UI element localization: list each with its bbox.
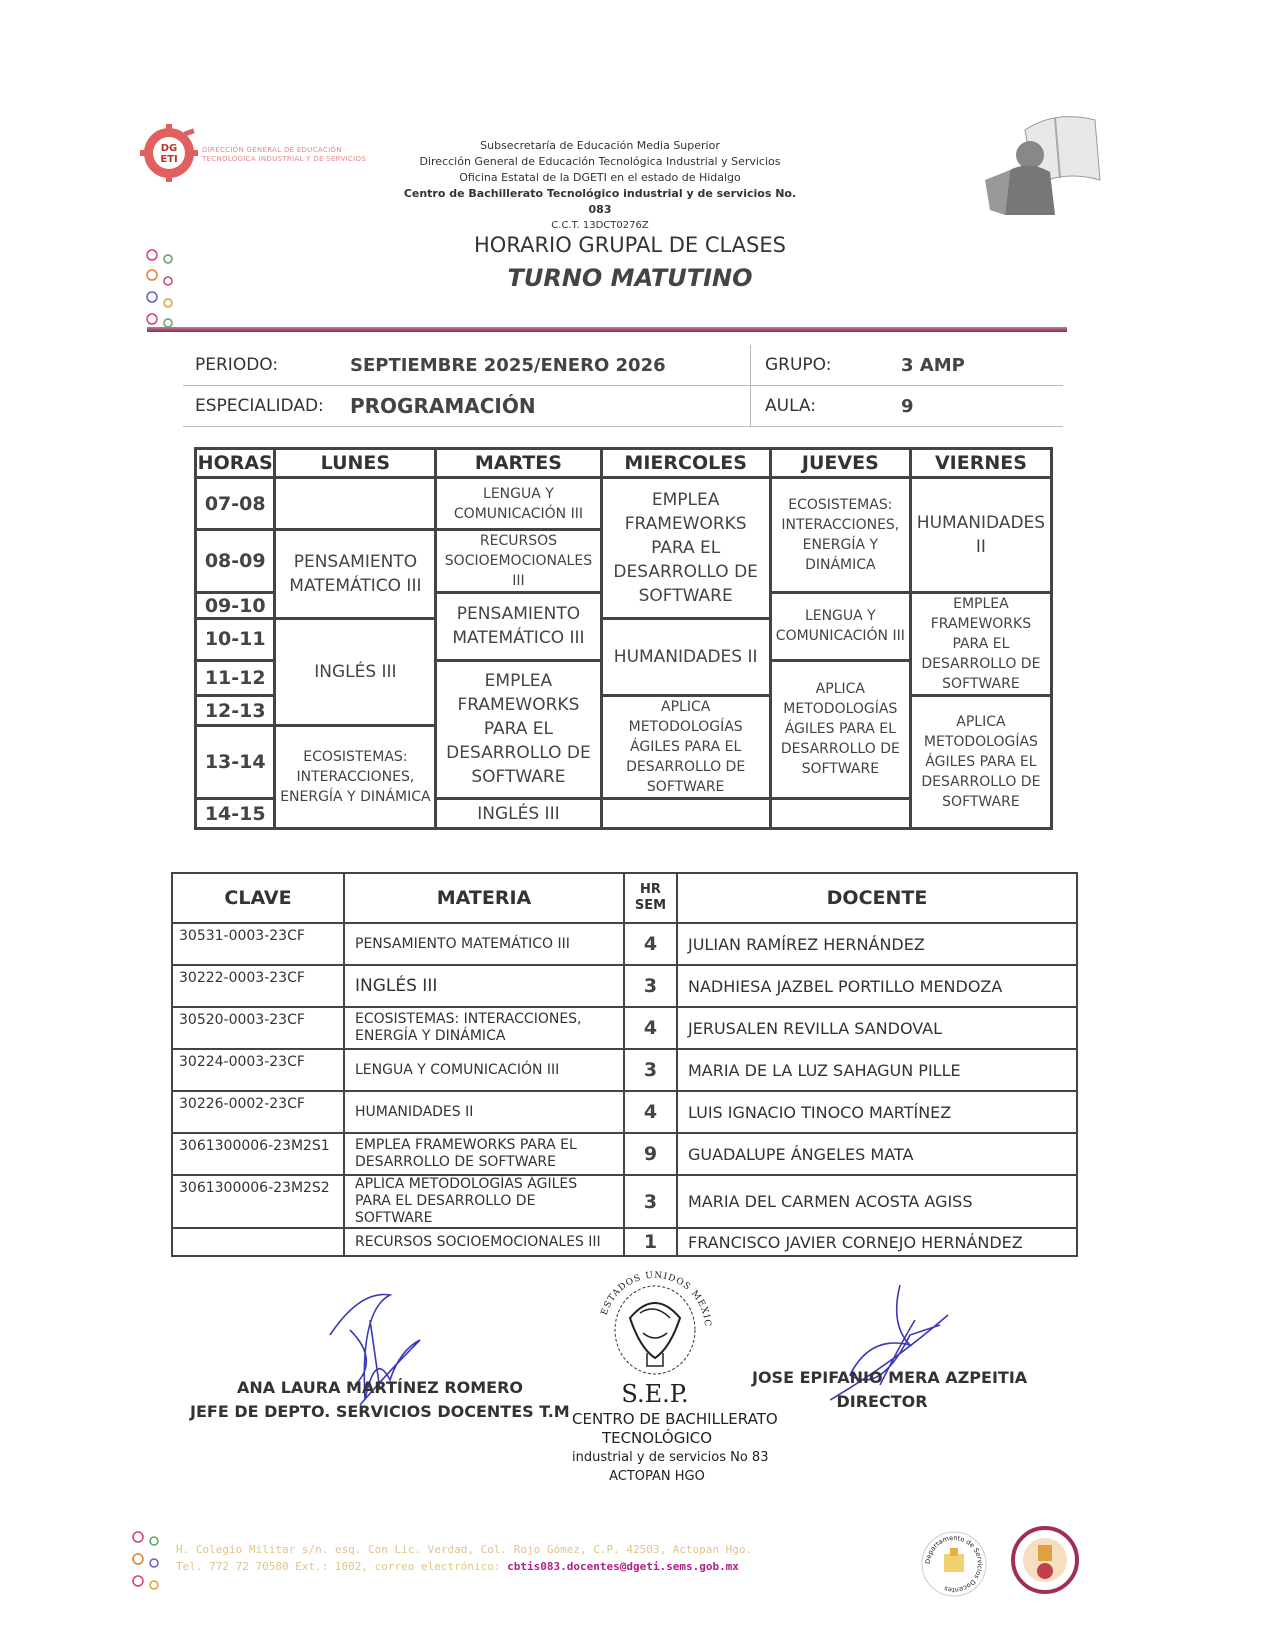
subject-clave: 3061300006-23M2S1 [172,1133,344,1175]
subject-row [172,965,1077,1007]
header-miercoles: MIERCOLES [601,449,770,478]
institution-line: Oficina Estatal de la DGETI en el estado de Hidalgo [459,171,741,184]
institution-line: Dirección General de Educación Tecnológica Industrial y Servicios [419,155,781,168]
servicios-docentes-badge [920,1530,988,1598]
stamp-line: ACTOPAN HGO [609,1469,705,1484]
subject-docente: FRANCISCO JAVIER CORNEJO HERNÁNDEZ [677,1228,1077,1256]
hour-cell: 09-10 [196,593,275,619]
stamp-line: TECNOLÓGICO [601,1429,713,1447]
subject-row [172,1228,1077,1256]
header-clave: CLAVE [172,873,344,923]
class-cell-lunes: PENSAMIENTO MATEMÁTICO III [275,530,436,619]
grupo-label: GRUPO: [765,355,832,375]
header-sem: SEM [634,898,667,913]
class-cell-viernes: APLICA METODOLOGÍAS ÁGILES PARA EL DESARROLLO DE SOFTWARE [910,696,1051,829]
hour-cell: 13-14 [196,726,275,799]
class-cell-lunes: INGLÉS III [275,619,436,726]
especialidad-label: ESPECIALIDAD: [195,396,324,416]
subject-materia: EMPLEA FRAMEWORKS PARA EL DESARROLLO DE SOFTWARE [344,1133,624,1175]
subject-clave: 30224-0003-23CF [172,1049,344,1091]
logo-mark-bottom: ETI [160,154,178,165]
class-cell-lunes [275,478,436,530]
right-signature [830,1285,950,1405]
subject-hours: 3 [624,965,677,1007]
footer-phone-line [176,1558,752,1575]
header-hr: HR [640,882,661,897]
class-cell-miercoles: HUMANIDADES II [601,619,770,696]
aula-label: AULA: [765,396,816,416]
hour-cell: 08-09 [196,530,275,593]
subject-clave: 30520-0003-23CF [172,1007,344,1049]
periodo-value: SEPTIEMBRE 2025/ENERO 2026 [350,354,666,376]
class-cell-miercoles: EMPLEA FRAMEWORKS PARA EL DESARROLLO DE SOFTWARE [601,478,770,619]
class-cell-martes: PENSAMIENTO MATEMÁTICO III [436,593,601,661]
subject-materia: LENGUA Y COMUNICACIÓN III [344,1049,624,1091]
hour-cell: 12-13 [196,696,275,726]
subject-row [172,1133,1077,1175]
especialidad-value: PROGRAMACIÓN [350,394,536,418]
dgeti-logo-text [202,146,366,164]
subject-materia: APLICA METODOLOGÍAS ÁGILES PARA EL DESARROLLO DE SOFTWARE [344,1175,624,1228]
class-cell-martes: RECURSOS SOCIOEMOCIONALES III [436,530,601,593]
class-cell-martes: INGLÉS III [436,799,601,829]
hour-cell: 10-11 [196,619,275,661]
subject-hours: 3 [624,1049,677,1091]
header-viernes: VIERNES [910,449,1051,478]
schedule-header-row [196,449,1052,478]
sep-label: S.E.P. [621,1380,689,1408]
subject-clave: 3061300006-23M2S2 [172,1175,344,1228]
class-cell-jueves: ECOSISTEMAS: INTERACCIONES, ENERGÍA Y DINÁMICA [770,478,910,593]
schedule-row [196,478,1052,530]
hour-cell: 11-12 [196,660,275,696]
institution-line: Subsecretaría de Educación Media Superior [480,139,720,152]
class-cell-lunes: ECOSISTEMAS: INTERACCIONES, ENERGÍA Y DINÁMICA [275,726,436,829]
seal-ring-text: ESTADOS UNIDOS MEXIC [599,1270,713,1328]
footer-phone: Tel. 772 72 70580 Ext.: 1002, correo electrónico: [176,1560,501,1573]
subject-row [172,923,1077,965]
badge-ring-text: Departamento de Servicios Docentes [923,1533,985,1595]
subject-materia: ECOSISTEMAS: INTERACCIONES, ENERGÍA Y DINÁMICA [344,1007,624,1049]
header-martes: MARTES [436,449,601,478]
subject-docente: MARIA DEL CARMEN ACOSTA AGISS [677,1175,1077,1228]
sep-seal [585,1258,725,1383]
left-signatory-role: JEFE DE DEPTO. SERVICIOS DOCENTES T.M [190,1402,570,1421]
subject-row [172,1049,1077,1091]
subject-hours: 1 [624,1228,677,1256]
dgeti-logo [140,124,198,182]
header-materia: MATERIA [344,873,624,923]
subject-clave: 30531-0003-23CF [172,923,344,965]
subject-clave [172,1228,344,1256]
subject-materia: PENSAMIENTO MATEMÁTICO III [344,923,624,965]
logo-mark-top: DG [160,143,178,154]
periodo-label: PERIODO: [195,355,279,375]
right-signatory-role: DIRECTOR [836,1392,928,1411]
class-cell-jueves: LENGUA Y COMUNICACIÓN III [770,593,910,661]
class-cell-viernes: EMPLEA FRAMEWORKS PARA EL DESARROLLO DE SOFTWARE [910,593,1051,696]
subjects-table [171,872,1078,1257]
class-cell-martes: LENGUA Y COMUNICACIÓN III [436,478,601,530]
header-jueves: JUEVES [770,449,910,478]
school-badge [1010,1525,1080,1595]
stamp-line: CENTRO DE BACHILLERATO [572,1410,778,1428]
floral-ornament [140,245,185,330]
subject-clave: 30222-0003-23CF [172,965,344,1007]
stamp-line: industrial y de servicios No 83 [572,1450,769,1465]
left-signatory-name: ANA LAURA MARTÍNEZ ROMERO [236,1378,524,1397]
subject-hours: 4 [624,1007,677,1049]
info-row-periodo [183,345,1063,386]
hour-cell: 14-15 [196,799,275,829]
institution-block [400,138,800,234]
subject-docente: JULIAN RAMÍREZ HERNÁNDEZ [677,923,1077,965]
header-hr-sem [624,873,677,923]
subject-materia: INGLÉS III [344,965,624,1007]
footer-email-link[interactable]: cbtis083.docentes@dgeti.sems.gob.mx [507,1560,739,1573]
class-cell-miercoles [601,799,770,829]
logo-text-line: TECNOLÓGICA INDUSTRIAL Y DE SERVICIOS [202,155,367,163]
header-divider [147,327,1067,332]
footer-address: H. Colegio Militar s/n. esq. Con Lic. Verdad, Col. Rojo Gómez, C.P. 42503, Actopan Hgo. [176,1543,753,1556]
info-row-especialidad [183,386,1063,427]
header-docente: DOCENTE [677,873,1077,923]
school-stamp [572,1410,778,1486]
schedule-table [194,447,1053,830]
footer-contact [176,1541,752,1575]
group-info [183,345,1063,427]
class-cell-martes: EMPLEA FRAMEWORKS PARA EL DESARROLLO DE SOFTWARE [436,660,601,799]
grupo-value: 3 AMP [901,354,965,376]
subject-hours: 9 [624,1133,677,1175]
subject-row [172,1007,1077,1049]
footer-floral-ornament [128,1527,168,1597]
subject-row [172,1175,1077,1228]
header-horas: HORAS [196,449,275,478]
class-cell-jueves [770,799,910,829]
subject-hours: 3 [624,1175,677,1228]
logo-text-line: DIRECCIÓN GENERAL DE EDUCACIÓN [202,146,342,154]
class-cell-jueves: APLICA METODOLOGÍAS ÁGILES PARA EL DESARROLLO DE SOFTWARE [770,660,910,799]
flag-illustration [985,110,1105,220]
subject-hours: 4 [624,1091,677,1133]
subject-docente: LUIS IGNACIO TINOCO MARTÍNEZ [677,1091,1077,1133]
class-cell-viernes: HUMANIDADES II [910,478,1051,593]
header-lunes: LUNES [275,449,436,478]
subject-docente: JERUSALEN REVILLA SANDOVAL [677,1007,1077,1049]
right-signatory-name: JOSE EPIFANIO MERA AZPEITIA [752,1368,1028,1387]
subject-materia: HUMANIDADES II [344,1091,624,1133]
page-title: HORARIO GRUPAL DE CLASES [474,233,786,257]
shift-subtitle: TURNO MATUTINO [507,264,753,292]
subject-clave: 30226-0002-23CF [172,1091,344,1133]
subject-materia: RECURSOS SOCIOEMOCIONALES III [344,1228,624,1256]
subject-row [172,1091,1077,1133]
subject-docente: MARIA DE LA LUZ SAHAGUN PILLE [677,1049,1077,1091]
aula-value: 9 [901,395,914,417]
institution-cct: C.C.T. 13DCT0276Z [551,220,649,231]
institution-line: Centro de Bachillerato Tecnológico industrial y de servicios No. 083 [403,187,797,216]
subjects-header-row [172,873,1077,923]
subject-hours: 4 [624,923,677,965]
subject-docente: GUADALUPE ÁNGELES MATA [677,1133,1077,1175]
subject-docente: NADHIESA JAZBEL PORTILLO MENDOZA [677,965,1077,1007]
hour-cell: 07-08 [196,478,275,530]
class-cell-miercoles: APLICA METODOLOGÍAS ÁGILES PARA EL DESARROLLO DE SOFTWARE [601,696,770,799]
